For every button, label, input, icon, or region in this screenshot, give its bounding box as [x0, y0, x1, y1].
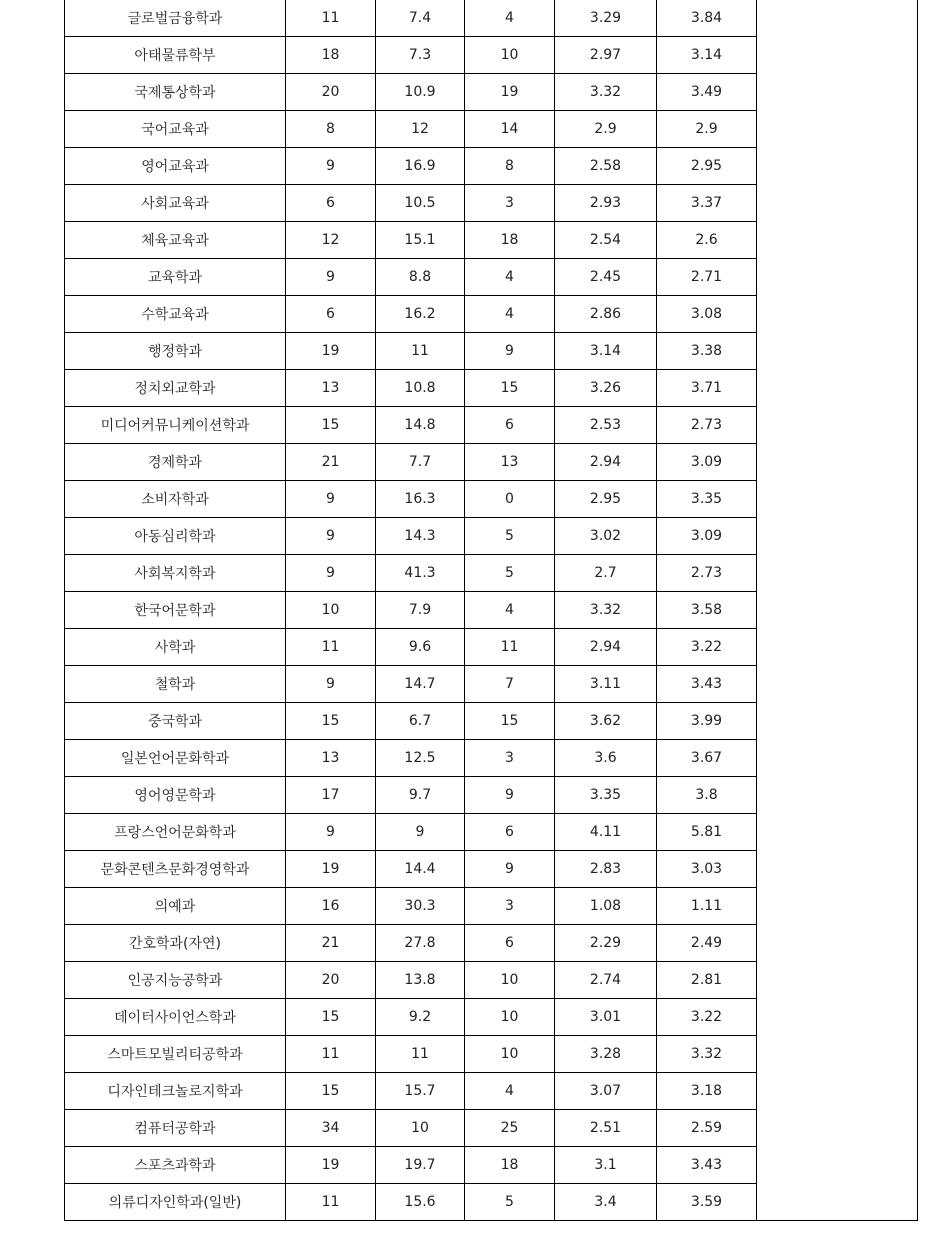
additional-pass-cell: 4 [465, 1073, 555, 1110]
grade-cutoff-cell: 3.22 [657, 999, 757, 1036]
grade-avg-cell: 2.93 [555, 185, 657, 222]
competition-rate-cell: 16.9 [376, 148, 465, 185]
competition-rate-cell: 10.9 [376, 74, 465, 111]
department-cell: 일본언어문화학과 [65, 740, 286, 777]
quota-cell: 11 [286, 1184, 376, 1221]
additional-pass-cell: 3 [465, 185, 555, 222]
department-cell: 컴퓨터공학과 [65, 1110, 286, 1147]
additional-pass-cell: 15 [465, 370, 555, 407]
department-cell: 인공지능공학과 [65, 962, 286, 999]
grade-avg-cell: 3.4 [555, 1184, 657, 1221]
additional-pass-cell: 15 [465, 703, 555, 740]
department-cell: 아동심리학과 [65, 518, 286, 555]
grade-avg-cell: 3.11 [555, 666, 657, 703]
competition-rate-cell: 41.3 [376, 555, 465, 592]
grade-avg-cell: 3.29 [555, 0, 657, 37]
quota-cell: 9 [286, 814, 376, 851]
competition-rate-cell: 15.7 [376, 1073, 465, 1110]
department-cell: 영어교육과 [65, 148, 286, 185]
quota-cell: 9 [286, 518, 376, 555]
quota-cell: 19 [286, 851, 376, 888]
additional-pass-cell: 4 [465, 0, 555, 37]
grade-cutoff-cell: 3.49 [657, 74, 757, 111]
grade-avg-cell: 3.26 [555, 370, 657, 407]
department-cell: 수학교육과 [65, 296, 286, 333]
additional-pass-cell: 5 [465, 1184, 555, 1221]
department-cell: 교육학과 [65, 259, 286, 296]
competition-rate-cell: 30.3 [376, 888, 465, 925]
additional-pass-cell: 3 [465, 740, 555, 777]
grade-avg-cell: 2.58 [555, 148, 657, 185]
grade-cutoff-cell: 3.59 [657, 1184, 757, 1221]
competition-rate-cell: 14.7 [376, 666, 465, 703]
grade-cutoff-cell: 3.37 [657, 185, 757, 222]
competition-rate-cell: 14.3 [376, 518, 465, 555]
department-cell: 의예과 [65, 888, 286, 925]
department-cell: 간호학과(자연) [65, 925, 286, 962]
grade-avg-cell: 3.02 [555, 518, 657, 555]
department-cell: 스포츠과학과 [65, 1147, 286, 1184]
quota-cell: 6 [286, 296, 376, 333]
additional-pass-cell: 18 [465, 222, 555, 259]
grade-avg-cell: 2.74 [555, 962, 657, 999]
competition-rate-cell: 10.5 [376, 185, 465, 222]
additional-pass-cell: 9 [465, 851, 555, 888]
grade-cutoff-cell: 3.71 [657, 370, 757, 407]
quota-cell: 15 [286, 407, 376, 444]
grade-avg-cell: 3.6 [555, 740, 657, 777]
additional-pass-cell: 4 [465, 592, 555, 629]
grade-avg-cell: 3.32 [555, 592, 657, 629]
quota-cell: 9 [286, 148, 376, 185]
quota-cell: 9 [286, 259, 376, 296]
merged-empty-cell [757, 0, 918, 1221]
quota-cell: 16 [286, 888, 376, 925]
competition-rate-cell: 7.4 [376, 0, 465, 37]
department-cell: 영어영문학과 [65, 777, 286, 814]
additional-pass-cell: 7 [465, 666, 555, 703]
competition-rate-cell: 10 [376, 1110, 465, 1147]
department-cell: 의류디자인학과(일반) [65, 1184, 286, 1221]
department-cell: 소비자학과 [65, 481, 286, 518]
grade-cutoff-cell: 3.22 [657, 629, 757, 666]
competition-rate-cell: 9.2 [376, 999, 465, 1036]
grade-cutoff-cell: 2.81 [657, 962, 757, 999]
quota-cell: 19 [286, 1147, 376, 1184]
grade-cutoff-cell: 3.67 [657, 740, 757, 777]
grade-cutoff-cell: 3.43 [657, 666, 757, 703]
department-cell: 아태물류학부 [65, 37, 286, 74]
department-cell: 중국학과 [65, 703, 286, 740]
grade-avg-cell: 3.01 [555, 999, 657, 1036]
grade-cutoff-cell: 3.84 [657, 0, 757, 37]
grade-avg-cell: 3.62 [555, 703, 657, 740]
grade-avg-cell: 2.45 [555, 259, 657, 296]
quota-cell: 9 [286, 481, 376, 518]
competition-rate-cell: 11 [376, 333, 465, 370]
grade-cutoff-cell: 3.32 [657, 1036, 757, 1073]
competition-rate-cell: 19.7 [376, 1147, 465, 1184]
additional-pass-cell: 3 [465, 888, 555, 925]
quota-cell: 10 [286, 592, 376, 629]
grade-avg-cell: 3.1 [555, 1147, 657, 1184]
competition-rate-cell: 11 [376, 1036, 465, 1073]
additional-pass-cell: 18 [465, 1147, 555, 1184]
competition-rate-cell: 7.9 [376, 592, 465, 629]
quota-cell: 34 [286, 1110, 376, 1147]
additional-pass-cell: 13 [465, 444, 555, 481]
department-cell: 데이터사이언스학과 [65, 999, 286, 1036]
quota-cell: 11 [286, 0, 376, 37]
grade-avg-cell: 2.94 [555, 629, 657, 666]
department-cell: 국어교육과 [65, 111, 286, 148]
quota-cell: 15 [286, 999, 376, 1036]
grade-avg-cell: 3.32 [555, 74, 657, 111]
quota-cell: 21 [286, 925, 376, 962]
grade-avg-cell: 2.83 [555, 851, 657, 888]
additional-pass-cell: 6 [465, 925, 555, 962]
competition-rate-cell: 14.4 [376, 851, 465, 888]
quota-cell: 17 [286, 777, 376, 814]
grade-cutoff-cell: 3.35 [657, 481, 757, 518]
department-cell: 미디어커뮤니케이션학과 [65, 407, 286, 444]
competition-rate-cell: 15.1 [376, 222, 465, 259]
grade-cutoff-cell: 2.6 [657, 222, 757, 259]
competition-rate-cell: 13.8 [376, 962, 465, 999]
competition-rate-cell: 9 [376, 814, 465, 851]
competition-rate-cell: 12.5 [376, 740, 465, 777]
department-cell: 경제학과 [65, 444, 286, 481]
quota-cell: 15 [286, 1073, 376, 1110]
additional-pass-cell: 14 [465, 111, 555, 148]
department-cell: 디자인테크놀로지학과 [65, 1073, 286, 1110]
quota-cell: 9 [286, 555, 376, 592]
department-cell: 체육교육과 [65, 222, 286, 259]
additional-pass-cell: 9 [465, 777, 555, 814]
grade-avg-cell: 2.86 [555, 296, 657, 333]
grade-cutoff-cell: 3.18 [657, 1073, 757, 1110]
additional-pass-cell: 5 [465, 555, 555, 592]
grade-cutoff-cell: 3.43 [657, 1147, 757, 1184]
grade-cutoff-cell: 3.03 [657, 851, 757, 888]
competition-rate-cell: 6.7 [376, 703, 465, 740]
grade-cutoff-cell: 3.08 [657, 296, 757, 333]
grade-cutoff-cell: 2.59 [657, 1110, 757, 1147]
table-body [65, 0, 918, 1221]
competition-rate-cell: 16.3 [376, 481, 465, 518]
quota-cell: 20 [286, 962, 376, 999]
grade-avg-cell: 1.08 [555, 888, 657, 925]
grade-avg-cell: 2.29 [555, 925, 657, 962]
grade-avg-cell: 2.51 [555, 1110, 657, 1147]
admissions-table [64, 0, 918, 1221]
quota-cell: 15 [286, 703, 376, 740]
grade-avg-cell: 2.54 [555, 222, 657, 259]
additional-pass-cell: 10 [465, 37, 555, 74]
additional-pass-cell: 9 [465, 333, 555, 370]
competition-rate-cell: 8.8 [376, 259, 465, 296]
quota-cell: 19 [286, 333, 376, 370]
competition-rate-cell: 10.8 [376, 370, 465, 407]
grade-cutoff-cell: 2.95 [657, 148, 757, 185]
grade-cutoff-cell: 2.71 [657, 259, 757, 296]
grade-cutoff-cell: 3.38 [657, 333, 757, 370]
grade-avg-cell: 4.11 [555, 814, 657, 851]
department-cell: 한국어문학과 [65, 592, 286, 629]
additional-pass-cell: 0 [465, 481, 555, 518]
quota-cell: 9 [286, 666, 376, 703]
department-cell: 정치외교학과 [65, 370, 286, 407]
grade-avg-cell: 2.95 [555, 481, 657, 518]
grade-avg-cell: 3.35 [555, 777, 657, 814]
grade-cutoff-cell: 3.8 [657, 777, 757, 814]
department-cell: 국제통상학과 [65, 74, 286, 111]
grade-cutoff-cell: 2.73 [657, 555, 757, 592]
additional-pass-cell: 19 [465, 74, 555, 111]
quota-cell: 21 [286, 444, 376, 481]
grade-avg-cell: 3.07 [555, 1073, 657, 1110]
grade-cutoff-cell: 5.81 [657, 814, 757, 851]
grade-cutoff-cell: 2.73 [657, 407, 757, 444]
department-cell: 철학과 [65, 666, 286, 703]
competition-rate-cell: 12 [376, 111, 465, 148]
department-cell: 사회복지학과 [65, 555, 286, 592]
department-cell: 글로벌금융학과 [65, 0, 286, 37]
additional-pass-cell: 6 [465, 814, 555, 851]
competition-rate-cell: 15.6 [376, 1184, 465, 1221]
department-cell: 행정학과 [65, 333, 286, 370]
additional-pass-cell: 5 [465, 518, 555, 555]
additional-pass-cell: 10 [465, 962, 555, 999]
quota-cell: 11 [286, 1036, 376, 1073]
quota-cell: 8 [286, 111, 376, 148]
grade-avg-cell: 2.9 [555, 111, 657, 148]
additional-pass-cell: 8 [465, 148, 555, 185]
grade-cutoff-cell: 3.14 [657, 37, 757, 74]
grade-cutoff-cell: 3.09 [657, 444, 757, 481]
additional-pass-cell: 11 [465, 629, 555, 666]
grade-avg-cell: 3.28 [555, 1036, 657, 1073]
department-cell: 프랑스언어문화학과 [65, 814, 286, 851]
grade-avg-cell: 2.7 [555, 555, 657, 592]
department-cell: 문화콘텐츠문화경영학과 [65, 851, 286, 888]
grade-cutoff-cell: 2.49 [657, 925, 757, 962]
additional-pass-cell: 4 [465, 296, 555, 333]
additional-pass-cell: 10 [465, 999, 555, 1036]
competition-rate-cell: 7.3 [376, 37, 465, 74]
competition-rate-cell: 16.2 [376, 296, 465, 333]
quota-cell: 20 [286, 74, 376, 111]
department-cell: 스마트모빌리티공학과 [65, 1036, 286, 1073]
competition-rate-cell: 14.8 [376, 407, 465, 444]
grade-avg-cell: 2.94 [555, 444, 657, 481]
additional-pass-cell: 25 [465, 1110, 555, 1147]
grade-avg-cell: 2.97 [555, 37, 657, 74]
quota-cell: 12 [286, 222, 376, 259]
grade-cutoff-cell: 3.58 [657, 592, 757, 629]
competition-rate-cell: 9.7 [376, 777, 465, 814]
quota-cell: 11 [286, 629, 376, 666]
additional-pass-cell: 10 [465, 1036, 555, 1073]
table-row [65, 0, 918, 37]
grade-avg-cell: 2.53 [555, 407, 657, 444]
department-cell: 사회교육과 [65, 185, 286, 222]
grade-cutoff-cell: 2.9 [657, 111, 757, 148]
competition-rate-cell: 7.7 [376, 444, 465, 481]
quota-cell: 13 [286, 740, 376, 777]
quota-cell: 13 [286, 370, 376, 407]
grade-cutoff-cell: 3.99 [657, 703, 757, 740]
grade-cutoff-cell: 3.09 [657, 518, 757, 555]
grade-cutoff-cell: 1.11 [657, 888, 757, 925]
additional-pass-cell: 6 [465, 407, 555, 444]
quota-cell: 6 [286, 185, 376, 222]
quota-cell: 18 [286, 37, 376, 74]
additional-pass-cell: 4 [465, 259, 555, 296]
grade-avg-cell: 3.14 [555, 333, 657, 370]
competition-rate-cell: 9.6 [376, 629, 465, 666]
department-cell: 사학과 [65, 629, 286, 666]
competition-rate-cell: 27.8 [376, 925, 465, 962]
